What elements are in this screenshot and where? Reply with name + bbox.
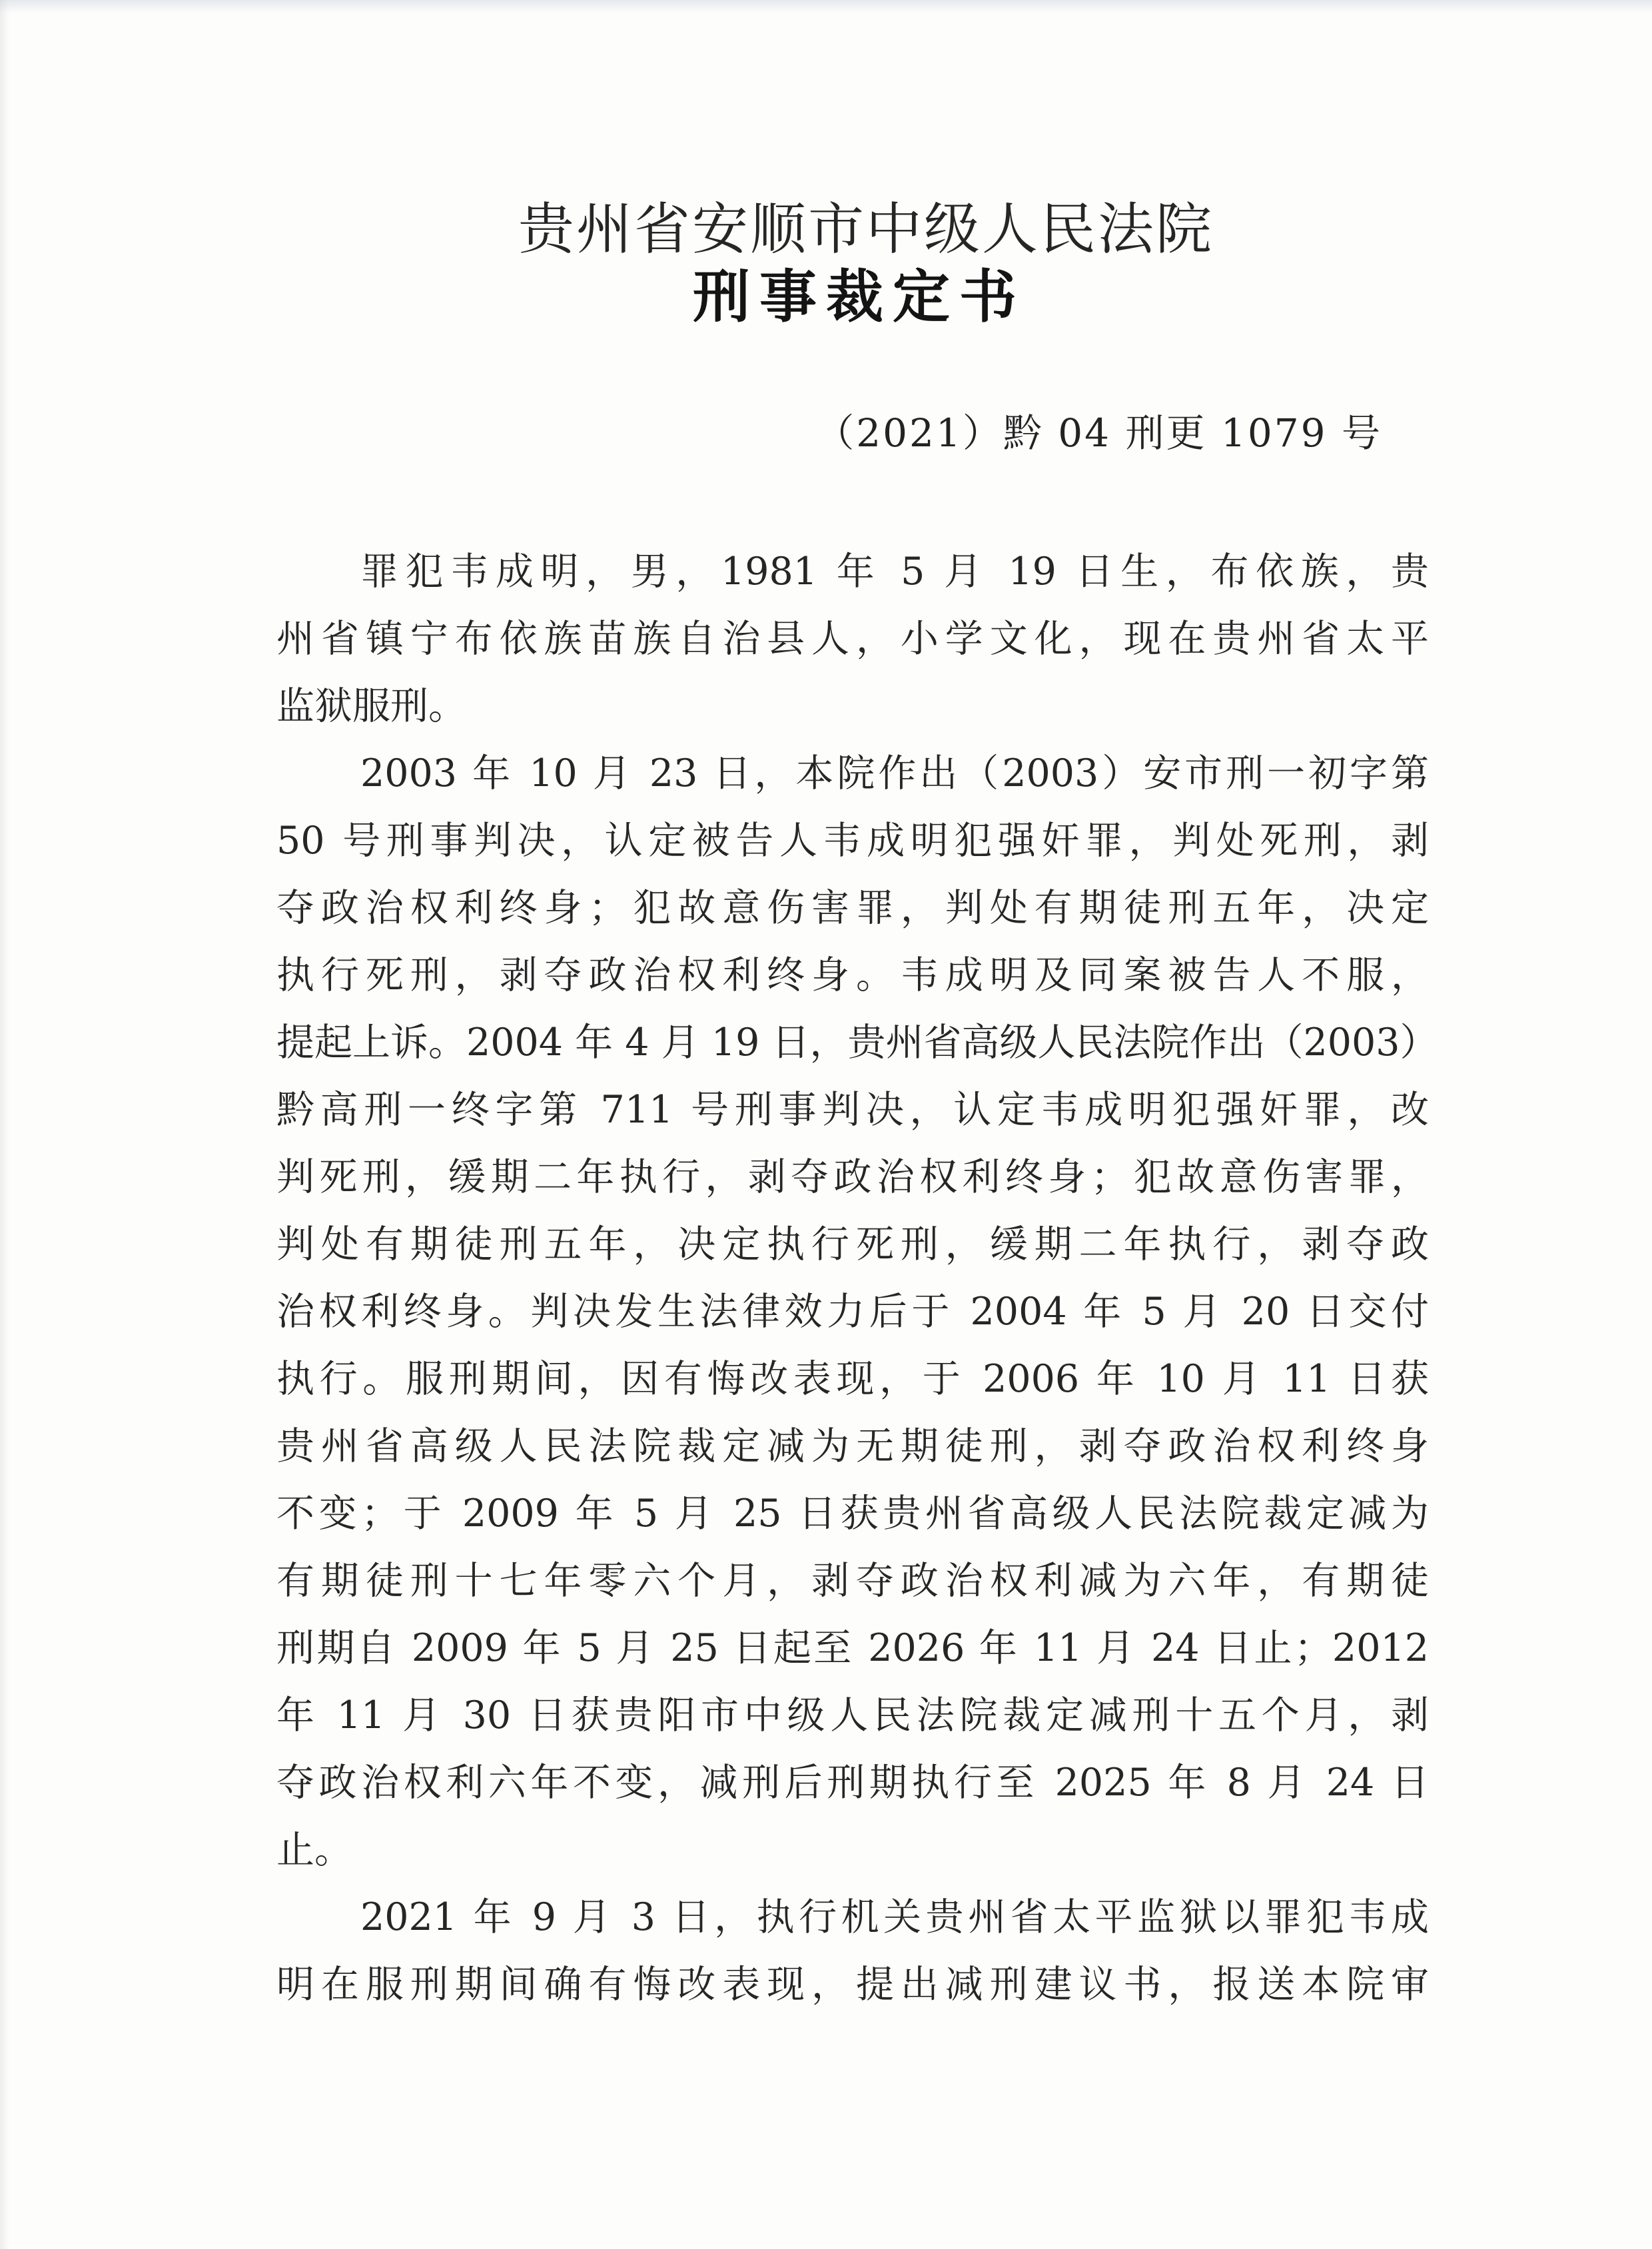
document-title: 刑事裁定书	[693, 264, 1026, 330]
paragraph-2-line-14: 刑期自 2009 年 5 月 25 日起至 2026 年 11 月 24 日止；2012	[276, 1626, 1429, 1670]
paragraph-1-line-2: 州省镇宁布依族苗族自治县人，小学文化，现在贵州省太平	[276, 617, 1429, 661]
paragraph-2-line-10: 执行。服刑期间，因有悔改表现，于 2006 年 10 月 11 日获	[276, 1357, 1429, 1401]
document-body	[276, 538, 1438, 2019]
paragraph-2-line-4: 执行死刑，剥夺政治权利终身。韦成明及同案被告人不服，	[276, 953, 1429, 997]
paragraph-2-line-5: 提起上诉。2004 年 4 月 19 日，贵州省高级人民法院作出（2003）	[276, 1021, 1438, 1065]
paragraph-2-line-7: 判死刑，缓期二年执行，剥夺政治权利终身；犯故意伤害罪，	[276, 1155, 1429, 1199]
paragraph-2-line-6: 黔高刑一终字第 711 号刑事判决，认定韦成明犯强奸罪，改	[276, 1088, 1429, 1132]
paragraph-2-line-11: 贵州省高级人民法院裁定减为无期徒刑，剥夺政治权利终身	[276, 1424, 1429, 1468]
paragraph-2-line-8: 判处有期徒刑五年，决定执行死刑，缓期二年执行，剥夺政	[276, 1222, 1429, 1266]
scan-edge-top	[0, 0, 1652, 13]
court-name: 贵州省安顺市中级人民法院	[518, 197, 1214, 262]
paragraph-2-line-12: 不变；于 2009 年 5 月 25 日获贵州省高级人民法院裁定减为	[276, 1492, 1429, 1536]
paragraph-1-line-1: 罪犯韦成明，男，1981 年 5 月 19 日生，布依族，贵	[360, 550, 1429, 594]
paragraph-2-line-15: 年 11 月 30 日获贵阳市中级人民法院裁定减刑十五个月，剥	[276, 1693, 1429, 1737]
scan-edge-left	[0, 0, 9, 2249]
paragraph-2-line-2: 50 号刑事判决，认定被告人韦成明犯强奸罪，判处死刑，剥	[276, 819, 1429, 863]
paragraph-3-line-1: 2021 年 9 月 3 日，执行机关贵州省太平监狱以罪犯韦成	[360, 1895, 1429, 1939]
paragraph-2-line-1: 2003 年 10 月 23 日，本院作出（2003）安市刑一初字第	[360, 751, 1429, 795]
paragraph-2-line-17: 止。	[276, 1828, 352, 1872]
paragraph-3-line-2: 明在服刑期间确有悔改表现，提出减刑建议书，报送本院审	[276, 1963, 1429, 2007]
paragraph-2-line-9: 治权利终身。判决发生法律效力后于 2004 年 5 月 20 日交付	[276, 1290, 1429, 1334]
paragraph-2-line-16: 夺政治权利六年不变，减刑后刑期执行至 2025 年 8 月 24 日	[276, 1761, 1429, 1805]
paragraph-2-line-13: 有期徒刑十七年零六个月，剥夺政治权利减为六年，有期徒	[276, 1559, 1429, 1603]
case-number: （2021）黔 04 刑更 1079 号	[815, 410, 1382, 456]
paragraph-1-line-3: 监狱服刑。	[276, 684, 466, 728]
paragraph-2-line-3: 夺政治权利终身；犯故意伤害罪，判处有期徒刑五年，决定	[276, 886, 1429, 930]
